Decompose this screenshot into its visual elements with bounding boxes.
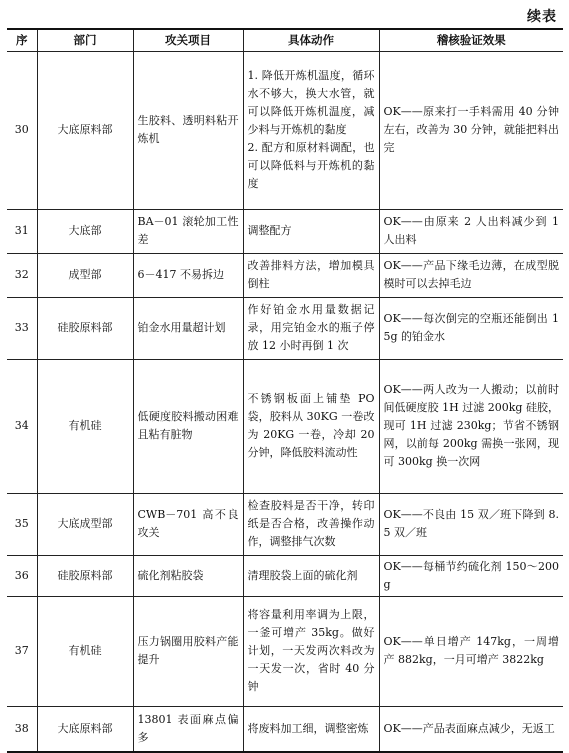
cell-project: 压力锅圈用胶料产能提升 bbox=[133, 596, 243, 706]
cell-action: 1. 降低开炼机温度，循环水不够大，换大水管，就可以降低开炼机温度，减少料与开炼机的黏度 2. 配方和原材料调配，也可以降低料与开炼机的黏度 bbox=[243, 51, 379, 209]
cell-result: OK——每次倒完的空瓶还能倒出 15g 的铂金水 bbox=[379, 297, 563, 359]
cell-action: 将废料加工细，调整密炼 bbox=[243, 706, 379, 752]
cell-no: 34 bbox=[7, 359, 37, 493]
cell-no: 36 bbox=[7, 555, 37, 596]
cell-no: 30 bbox=[7, 51, 37, 209]
cell-department: 大底部 bbox=[37, 209, 133, 253]
cell-no: 38 bbox=[7, 706, 37, 752]
table-row bbox=[7, 493, 563, 555]
cell-action: 调整配方 bbox=[243, 209, 379, 253]
header-project: 攻关项目 bbox=[133, 29, 243, 51]
cell-department: 有机硅 bbox=[37, 596, 133, 706]
header-result: 稽核验证效果 bbox=[379, 29, 563, 51]
cell-action: 不锈钢板面上铺垫 PO 袋，胶料从 30KG 一卷改为 20KG 一卷，冷却 20 分钟，降低胶料流动性 bbox=[243, 359, 379, 493]
cell-department: 有机硅 bbox=[37, 359, 133, 493]
cell-project: CWB－701 高不良攻关 bbox=[133, 493, 243, 555]
cell-project: 13801 表面麻点偏多 bbox=[133, 706, 243, 752]
cell-project: 硫化剂粘胶袋 bbox=[133, 555, 243, 596]
cell-action: 清理胶袋上面的硫化剂 bbox=[243, 555, 379, 596]
cell-department: 成型部 bbox=[37, 253, 133, 297]
cell-action: 改善排料方法，增加模具倒柱 bbox=[243, 253, 379, 297]
table-row bbox=[7, 555, 563, 596]
table-header-row bbox=[7, 29, 563, 51]
header-department: 部门 bbox=[37, 29, 133, 51]
cell-department: 大底原料部 bbox=[37, 706, 133, 752]
cell-result: OK——产品下缘毛边薄，在成型脱模时可以去掉毛边 bbox=[379, 253, 563, 297]
cell-project: 低硬度胶料搬动困难且粘有脏物 bbox=[133, 359, 243, 493]
cell-project: BA－01 滚轮加工性差 bbox=[133, 209, 243, 253]
improvement-table bbox=[7, 28, 563, 753]
cell-no: 35 bbox=[7, 493, 37, 555]
cell-result: OK——产品表面麻点减少，无返工 bbox=[379, 706, 563, 752]
table-row bbox=[7, 253, 563, 297]
cell-action: 检查胶料是否干净，转印纸是否合格，改善操作动作，调整排气次数 bbox=[243, 493, 379, 555]
header-action: 具体动作 bbox=[243, 29, 379, 51]
cell-result: OK——不良由 15 双／班下降到 8.5 双／班 bbox=[379, 493, 563, 555]
cell-department: 硅胶原料部 bbox=[37, 555, 133, 596]
continued-label: 续表 bbox=[527, 9, 557, 25]
cell-result: OK——单日增产 147kg，一周增产 882kg，一月可增产 3822kg bbox=[379, 596, 563, 706]
cell-result: OK——由原来 2 人出料减少到 1 人出料 bbox=[379, 209, 563, 253]
cell-result: OK——两人改为一人搬动；以前时间低硬度胶 1H 过滤 200kg 硅胶，现可 1H 过滤 230kg；节省不锈钢网，以前每 200kg 需换一张网，现可 300kg 换一次网 bbox=[379, 359, 563, 493]
cell-result: OK——每桶节约硫化剂 150～200g bbox=[379, 555, 563, 596]
cell-project: 6－417 不易拆边 bbox=[133, 253, 243, 297]
table-row bbox=[7, 209, 563, 253]
table-row bbox=[7, 596, 563, 706]
table-row bbox=[7, 706, 563, 752]
cell-department: 大底成型部 bbox=[37, 493, 133, 555]
cell-department: 硅胶原料部 bbox=[37, 297, 133, 359]
cell-no: 32 bbox=[7, 253, 37, 297]
table-row bbox=[7, 297, 563, 359]
cell-no: 37 bbox=[7, 596, 37, 706]
cell-department: 大底原料部 bbox=[37, 51, 133, 209]
cell-action: 将容量利用率调为上限，一釜可增产 35kg。做好计划，一天发两次料改为一天发一次，省时 40 分钟 bbox=[243, 596, 379, 706]
table-row bbox=[7, 51, 563, 209]
cell-no: 31 bbox=[7, 209, 37, 253]
header-no: 序 bbox=[7, 29, 37, 51]
cell-no: 33 bbox=[7, 297, 37, 359]
table-row bbox=[7, 359, 563, 493]
cell-project: 生胶料、透明料粘开炼机 bbox=[133, 51, 243, 209]
cell-action: 作好铂金水用量数据记录，用完铂金水的瓶子停放 12 小时再倒 1 次 bbox=[243, 297, 379, 359]
table-body bbox=[7, 51, 563, 752]
cell-result: OK——原来打一手料需用 40 分钟左右，改善为 30 分钟，就能把料出完 bbox=[379, 51, 563, 209]
cell-project: 铂金水用量超计划 bbox=[133, 297, 243, 359]
